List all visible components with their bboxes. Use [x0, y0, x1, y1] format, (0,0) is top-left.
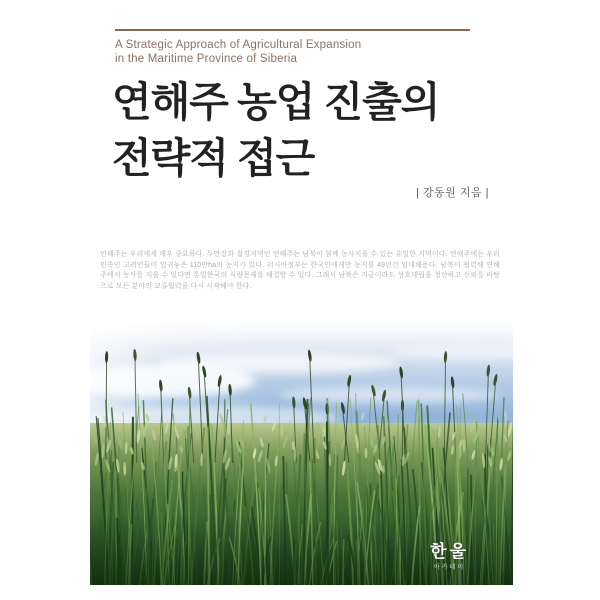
english-subtitle-line1: A Strategic Approach of Agricultural Expansion [115, 39, 362, 51]
english-subtitle [115, 38, 495, 66]
publisher-logo [430, 543, 469, 571]
book-title-line1: 연해주 농업 진출의 [112, 79, 440, 125]
book-title [112, 74, 512, 186]
book-title-line2: 전략적 접근 [112, 135, 315, 181]
back-blurb-paragraph: 연해주는 우리에게 매우 중요하다. 두만강과 접경지역인 연해주는 남북이 함께 농사지을 수 있는 유일한 지역이다. 연해주에는 우리 민족인 고려인들이 일궈놓은 110만ha의 농지가 있다. 러시아정부는 한국인에게만 농지를 49년간 임대해준다. 남북이 협력해 연해주에서 농사를 지을 수 있다면 통일한국의 식량문제를 해결할 수 있다. 그래서 남북은 지금이라도 상호대립을 청산하고 신뢰를 바탕으로 모든 분야의 교류협력을 다시 시작해야 한다. [100, 251, 500, 290]
accent-rule [115, 29, 470, 31]
author-credit: | 강동원 지음 | [415, 187, 489, 199]
cover-photo-wheat-field [90, 323, 513, 585]
publisher-name: 한울 [430, 542, 469, 561]
english-subtitle-line2: in the Maritime Province of Siberia [115, 53, 298, 65]
publisher-imprint: 아카데미 [433, 565, 466, 571]
